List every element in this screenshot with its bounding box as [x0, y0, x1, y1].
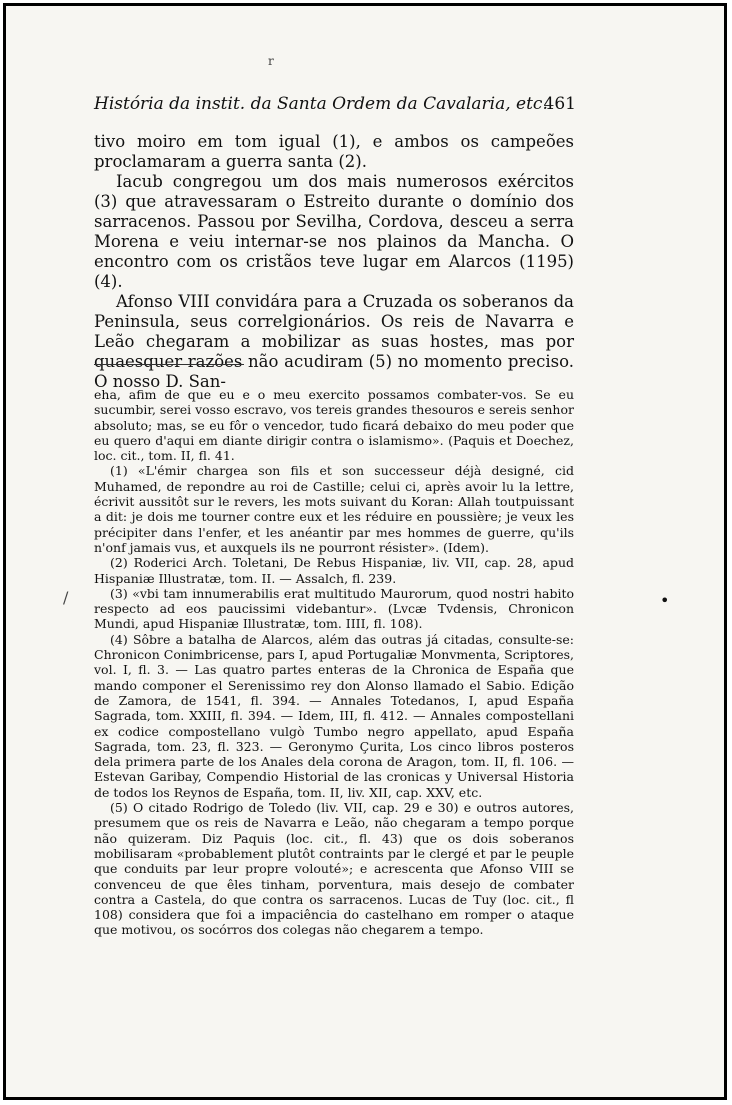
main-text	[94, 132, 574, 392]
stray-mark-top: r	[268, 54, 274, 68]
paragraph-3: Afonso VIII convidára para a Cruzada os soberanos da Peninsula, seus correlgionários. Os reis de Navarra e Leão chegaram a mobilizar as suas hostes, mas por quaesquer razões não acudiram (5) no momento preciso. O nosso D. San-	[94, 292, 574, 391]
paragraph-2: Iacub congregou um dos mais numerosos exércitos (3) que atravessaram o Estreito durante o domínio dos sarracenos. Passou por Sevilha, Cordova, desceu a serra Morena e veiu internar-se nos plainos da Mancha. O encontro com os cristãos teve lugar em Alarcos (1195) (4).	[94, 172, 574, 291]
running-header	[94, 94, 576, 114]
footnote-continuation: eha, afim de que eu e o meu exercito possamos combater-vos. Se eu sucumbir, serei vosso escravo, vos tereis grandes thesouros e sereis senhor absoluto; mas, se eu fôr o vencedor, tudo ficará debaixo do meu poder que eu quero d'aqui em diante dirigir contra o islamismo». (Paquis et Doechez, loc. cit., tom. II, fl. 41.	[94, 387, 574, 464]
footnote-4: (4) Sôbre a batalha de Alarcos, além das outras já citadas, consulte-se: Chronicon Conimbricense, pars I, apud Portugaliæ Monvmenta, Scriptores, vol. I, fl. 3. — Las quatro partes enteras de la Chronica de España que mando componer el Serenissimo rey don Alonso llamado el Sabio. Edição de Zamora, de 1541, fl. 394. — Annales Totedanos, I, apud España Sagrada, tom. XXIII, fl. 394. — Idem, III, fl. 412. — Annales compostellani ex codice compostellano vulgò Tumbo negro appellato, apud España Sagrada, tom. 23, fl. 323. — Geronymo Çurita, Los cinco libros posteros dela primera parte de los Anales dela corona de Aragon, tom. II, fl. 106. — Estevan Garibay, Compendio Historial de las cronicas y Universal Historia de todos los Reynos de España, tom. II, liv. XII, cap. XXV, etc.	[94, 631, 574, 800]
footnote-1: (1) «L'émir chargea son fils et son successeur déjà designé, cid Muhamed, de repondre au roi de Castille; celui ci, après avoir lu la lettre, écrivit aussitôt sur le revers, les mots suivant du Koran: Allah toutpuissant a dit: je dois me tourner contre eux et les réduire en poussière; je veux les précipiter dans l'enfer, et les anéantir par mes hommes de guerre, qu'ils n'onf jamais vus, et auxquels ils ne pourront résister». (Idem).	[94, 463, 574, 555]
paragraph-1: tivo moiro em tom igual (1), e ambos os campeões proclamaram a guerra santa (2).	[94, 132, 574, 171]
page-number: 461	[543, 94, 576, 114]
running-title: História da instit. da Santa Ordem da Cavalaria, etc.	[94, 94, 548, 114]
footnote-3: (3) «vbi tam innumerabilis erat multitudo Maurorum, quod nostri habito respecto ad eos paucissimi videbantur». (Lvcæ Tvdensis, Chronicon Mundi, apud Hispaniæ Illustratæ, tom. IIII, fl. 108).	[94, 585, 574, 632]
stray-mark-right: •	[660, 591, 670, 610]
footnote-5: (5) O citado Rodrigo de Toledo (liv. VII, cap. 29 e 30) e outros autores, presumem que os reis de Navarra e Leão, não chegaram a tempo porque não quizeram. Diz Paquis (loc. cit., fl. 43) que os dois soberanos mobilisaram «probablement plutôt contraints par le clergé et par le peuple que conduits par leur propre volouté»; e acrescenta que Afonso VIII se convenceu de que êles tinham, porventura, mais desejo de combater contra a Castela, do que contra os sarracenos. Lucas de Tuy (loc. cit., fl 108) considera que foi a impaciência do castelhano em romper o ataque que motivou, os socórros dos colegas não chegarem a tempo.	[94, 800, 574, 938]
footnote-divider	[94, 364, 244, 365]
footnote-2: (2) Roderici Arch. Toletani, De Rebus Hispaniæ, liv. VII, cap. 28, apud Hispaniæ Illustratæ, tom. II. — Assalch, fl. 239.	[94, 555, 574, 586]
stray-mark-left: /	[63, 588, 69, 607]
book-page	[3, 3, 727, 1100]
footnotes	[94, 387, 574, 938]
